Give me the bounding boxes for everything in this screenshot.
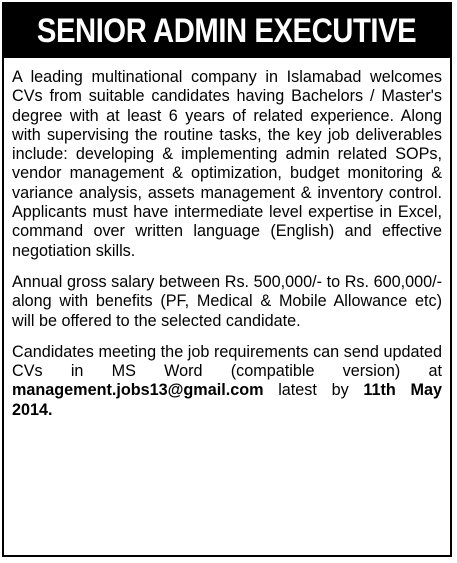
ad-body [12,68,442,420]
salary-paragraph: Annual gross salary between Rs. 500,000/- to Rs. 600,000/- along with benefits (PF, Medical & Mobile Allowance etc) will be offered to the selected candidate. [12,272,442,330]
application-deadline: 11th May 2014. [12,381,443,419]
application-paragraph [12,343,442,420]
job-ad [2,2,452,557]
latest-by-text: latest by [278,381,349,400]
ad-title: SENIOR ADMIN EXECUTIVE [37,12,417,50]
ad-header-banner [4,4,450,58]
job-description-paragraph: A leading multinational company in Islamabad welcomes CVs from suitable candidates having Bachelors / Master's degree with at least 6 years of related experience. Along with supervising the routine tasks, the key job deliverables include: developing & implementing admin related SOPs, vendor management & optimization, budget monitoring & variance analysis, assets management & inventory control. Applicants must have intermediate level expertise in Excel, command over written language (English) and effective negotiation skills. [12,68,442,260]
contact-email: management.jobs13@gmail.com [12,381,264,400]
application-instructions: Candidates meeting the job requirements can send updated CVs in MS Word (compatible version) at [12,342,442,381]
